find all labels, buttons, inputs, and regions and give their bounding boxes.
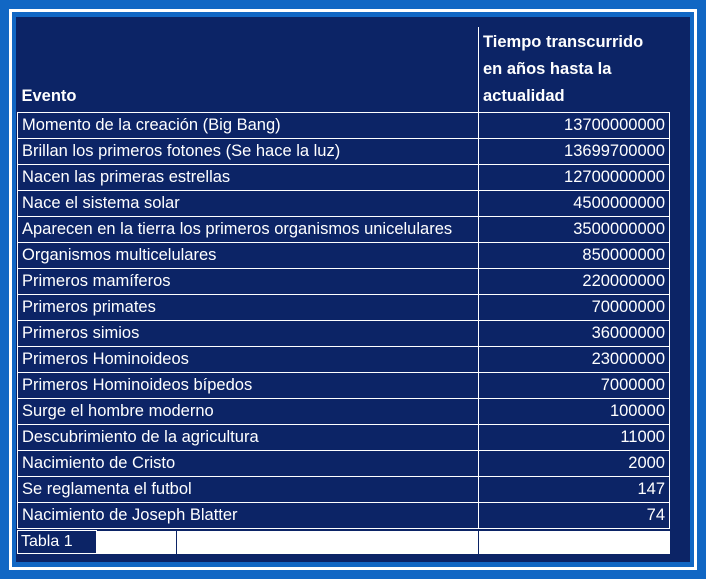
years-cell[interactable]: 7000000 [479,373,670,399]
event-cell[interactable]: Momento de la creación (Big Bang) [18,113,479,139]
event-cell[interactable]: Descubrimiento de la agricultura [18,425,479,451]
header-time[interactable] [479,27,670,113]
header-time-line2: en años hasta la [483,60,612,78]
sheet-tab-tabla-1[interactable] [17,530,97,554]
table-row [18,425,670,451]
table-header-row [18,27,670,113]
event-cell[interactable]: Primeros simios [18,321,479,347]
event-cell[interactable]: Organismos multicelulares [18,243,479,269]
table-row [18,191,670,217]
events-table [17,27,670,529]
table-row [18,503,670,529]
years-cell[interactable]: 220000000 [479,269,670,295]
event-cell[interactable]: Aparecen en la tierra los primeros organismos unicelulares [18,217,479,243]
years-cell[interactable]: 70000000 [479,295,670,321]
table-row [18,373,670,399]
table-row [18,295,670,321]
table-row [18,243,670,269]
table-row [18,217,670,243]
table-row [18,477,670,503]
header-event[interactable] [18,27,479,113]
years-cell[interactable]: 12700000000 [479,165,670,191]
table-row [18,451,670,477]
footer-cell[interactable] [479,530,671,554]
table-row [18,269,670,295]
event-cell[interactable]: Nacimiento de Cristo [18,451,479,477]
header-time-line3: actualidad [483,87,565,105]
frame-white-border [9,9,697,570]
event-cell[interactable]: Surge el hombre moderno [18,399,479,425]
footer-cell[interactable] [177,530,479,554]
event-cell[interactable]: Primeros mamíferos [18,269,479,295]
event-cell[interactable]: Primeros Hominoideos bípedos [18,373,479,399]
table-row [18,399,670,425]
inner-frame [12,12,694,567]
years-cell[interactable]: 74 [479,503,670,529]
years-cell[interactable]: 850000000 [479,243,670,269]
years-cell[interactable]: 23000000 [479,347,670,373]
years-cell[interactable]: 147 [479,477,670,503]
header-event-label: Evento [21,87,77,105]
years-cell[interactable]: 11000 [479,425,670,451]
spreadsheet-area [16,17,690,562]
years-cell[interactable]: 2000 [479,451,670,477]
years-cell[interactable]: 3500000000 [479,217,670,243]
table-row [18,165,670,191]
years-cell[interactable]: 13700000000 [479,113,670,139]
years-cell[interactable]: 13699700000 [479,139,670,165]
sheet-tab-label: Tabla 1 [21,533,73,550]
event-cell[interactable]: Primeros Hominoideos [18,347,479,373]
event-cell[interactable]: Nace el sistema solar [18,191,479,217]
years-cell[interactable]: 4500000000 [479,191,670,217]
table-row [18,347,670,373]
years-cell[interactable]: 100000 [479,399,670,425]
event-cell[interactable]: Nacimiento de Joseph Blatter [18,503,479,529]
table-row [18,321,670,347]
event-cell[interactable]: Brillan los primeros fotones (Se hace la luz) [18,139,479,165]
header-time-line1: Tiempo transcurrido [483,33,644,51]
event-cell[interactable]: Se reglamenta el futbol [18,477,479,503]
years-cell[interactable]: 36000000 [479,321,670,347]
footer-cell[interactable] [97,530,177,554]
table-row [18,113,670,139]
event-cell[interactable]: Primeros primates [18,295,479,321]
sheet-footer [17,530,671,554]
event-cell[interactable]: Nacen las primeras estrellas [18,165,479,191]
table-row [18,139,670,165]
